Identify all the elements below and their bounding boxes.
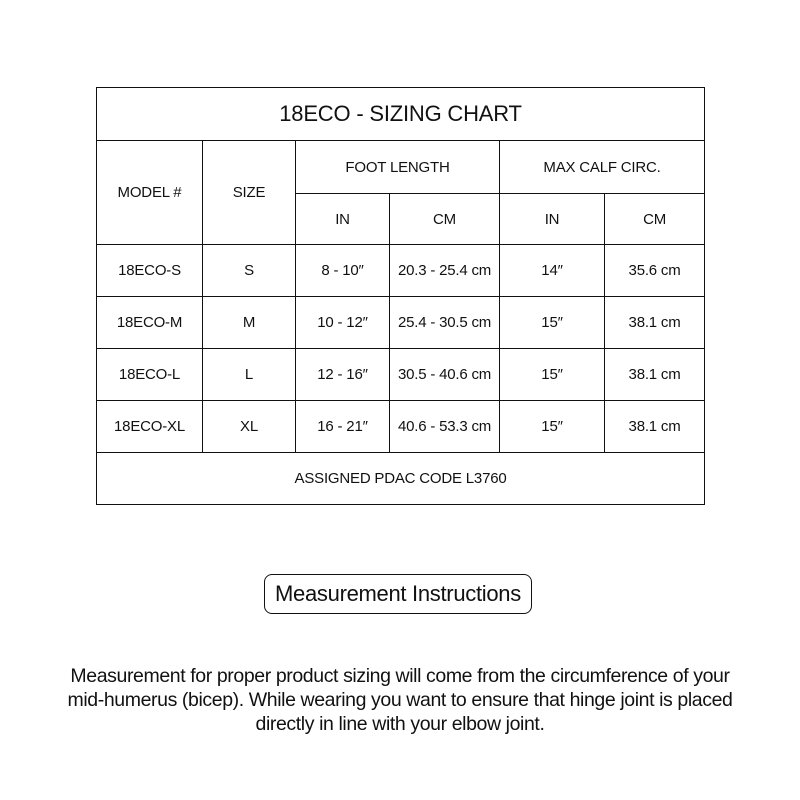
cell-calf-cm: 38.1 cm bbox=[605, 401, 705, 453]
pdac-code-footer: ASSIGNED PDAC CODE L3760 bbox=[97, 453, 705, 505]
header-foot-length: FOOT LENGTH bbox=[296, 141, 500, 194]
cell-size: XL bbox=[203, 401, 296, 453]
header-max-calf-circ: MAX CALF CIRC. bbox=[500, 141, 705, 194]
cell-calf-cm: 35.6 cm bbox=[605, 245, 705, 297]
cell-foot-cm: 25.4 - 30.5 cm bbox=[390, 297, 500, 349]
cell-calf-cm: 38.1 cm bbox=[605, 349, 705, 401]
header-calf-in: IN bbox=[500, 194, 605, 245]
cell-model: 18ECO-S bbox=[97, 245, 203, 297]
sizing-chart-table bbox=[96, 87, 705, 505]
table-row bbox=[97, 245, 705, 297]
cell-foot-cm: 40.6 - 53.3 cm bbox=[390, 401, 500, 453]
cell-calf-in: 14″ bbox=[500, 245, 605, 297]
table-row bbox=[97, 401, 705, 453]
table-row bbox=[97, 297, 705, 349]
chart-title: 18ECO - SIZING CHART bbox=[97, 88, 705, 141]
header-calf-cm: CM bbox=[605, 194, 705, 245]
cell-model: 18ECO-XL bbox=[97, 401, 203, 453]
cell-calf-in: 15″ bbox=[500, 297, 605, 349]
cell-foot-cm: 20.3 - 25.4 cm bbox=[390, 245, 500, 297]
cell-calf-in: 15″ bbox=[500, 349, 605, 401]
table-row bbox=[97, 349, 705, 401]
cell-size: M bbox=[203, 297, 296, 349]
cell-foot-in: 10 - 12″ bbox=[296, 297, 390, 349]
header-model: MODEL # bbox=[97, 141, 203, 245]
cell-foot-in: 8 - 10″ bbox=[296, 245, 390, 297]
cell-size: L bbox=[203, 349, 296, 401]
cell-model: 18ECO-M bbox=[97, 297, 203, 349]
header-foot-cm: CM bbox=[390, 194, 500, 245]
cell-calf-cm: 38.1 cm bbox=[605, 297, 705, 349]
cell-model: 18ECO-L bbox=[97, 349, 203, 401]
cell-foot-cm: 30.5 - 40.6 cm bbox=[390, 349, 500, 401]
measurement-instructions-label: Measurement Instructions bbox=[264, 574, 532, 614]
cell-size: S bbox=[203, 245, 296, 297]
measurement-instructions-text: Measurement for proper product sizing will come from the circumference of your mid-humerus (bicep). While wearing you want to ensure that hinge joint is placed directly in line with your elbow joint. bbox=[67, 665, 733, 735]
cell-calf-in: 15″ bbox=[500, 401, 605, 453]
cell-foot-in: 12 - 16″ bbox=[296, 349, 390, 401]
header-foot-in: IN bbox=[296, 194, 390, 245]
cell-foot-in: 16 - 21″ bbox=[296, 401, 390, 453]
header-size: SIZE bbox=[203, 141, 296, 245]
